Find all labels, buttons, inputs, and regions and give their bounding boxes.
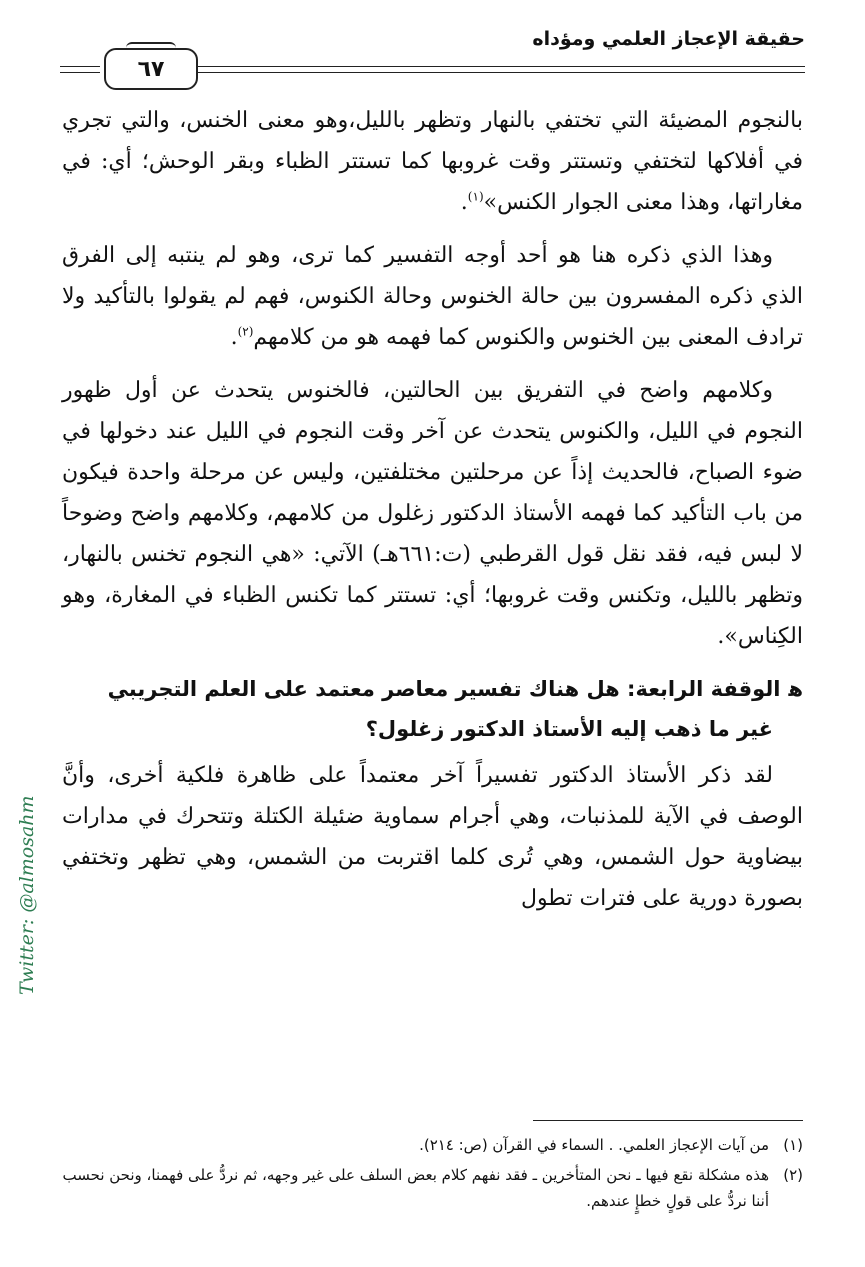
heading-bullet-icon: ﻫ	[788, 677, 803, 701]
main-text	[62, 100, 803, 931]
section-heading	[62, 669, 803, 749]
header-rule-right	[198, 66, 805, 73]
paragraph-2	[62, 235, 803, 358]
header-rule-left	[60, 66, 100, 73]
footnote-ref-2[interactable]: (٢)	[237, 324, 254, 339]
footnote-2-text: هذه مشكلة نقع فيها ـ نحن المتأخرين ـ فقد نفهم كلام بعض السلف على غير وجهه، ثم نردُّ على فهمنا، ونحن نحسب أننا نردُّ على قولٍ خطإٍ عندهم.	[62, 1166, 769, 1210]
heading-line-1: الوقفة الرابعة: هل هناك تفسير معاصر معتمد على العلم التجريبي	[107, 677, 781, 701]
footnote-1-text: من آيات الإعجاز العلمي. . السماء في القرآن (ص: ٢١٤).	[419, 1136, 769, 1154]
footnote-1-number: (١)	[783, 1136, 803, 1154]
page-number: ٦٧	[104, 48, 198, 90]
page-header	[60, 22, 805, 82]
twitter-watermark: Twitter: @almosahm	[16, 795, 38, 995]
paragraph-1-text: بالنجوم المضيئة التي تختفي بالنهار وتظهر بالليل،وهو معنى الخنس، والتي تجري في أفلاكها لتختفي وتستتر وقت غروبها كما تستتر الظباء وبقر الوحش؛ أي: في مغاراتها، وهذا معنى الجوار الكنس»	[62, 108, 803, 215]
paragraph-3: وكلامهم واضح في التفريق بين الحالتين، فالخنوس يتحدث عن أول ظهور النجوم في الليل، والكنوس يتحدث عن آخر وقت النجوم في الليل عند دخولها في ضوء الصباح، فالحديث إذاً عن مرحلتين مختلفتين، وليس عن مرحلة واحدة فيكون من باب التأكيد كما فهمه الأستاذ الدكتور زغلول من كلامهم، وكلامهم واضح وضوحاً لا لبس فيه، فقد نقل قول القرطبي (ت:٦٦١هـ) الآتي: «هي النجوم تخنس بالنهار، وتظهر بالليل، وتكنس وقت غروبها؛ أي: تستتر كما تكنس الظباء في المغارة، وهو الكِناس».	[62, 378, 803, 649]
footnote-ref-1[interactable]: (١)	[467, 189, 484, 204]
running-title: حقيقة الإعجاز العلمي ومؤداه	[532, 28, 805, 50]
paragraph-2-end: .	[230, 325, 238, 350]
paragraph-4: لقد ذكر الأستاذ الدكتور تفسيراً آخر معتمداً على ظاهرة فلكية أخرى، وأنَّ الوصف في الآية للمذنبات، وهي أجرام سماوية ضئيلة الكتلة وتتحرك في مدارات بيضاوية حول الشمس، وهي تُرى كلما اقتربت من الشمس، وهي تظهر وتختفي بصورة دورية على فترات تطول	[62, 763, 803, 911]
footnote-2	[62, 1162, 803, 1214]
footnotes	[62, 1132, 803, 1218]
paragraph-1	[62, 100, 803, 223]
footnote-divider	[533, 1120, 803, 1121]
heading-line-2: غير ما ذهب إليه الأستاذ الدكتور زغلول؟	[365, 717, 773, 741]
footnote-2-number: (٢)	[783, 1166, 803, 1184]
footnote-1	[62, 1132, 803, 1158]
paragraph-1-end: .	[460, 190, 468, 215]
paragraph-2-text: وهذا الذي ذكره هنا هو أحد أوجه التفسير كما ترى، وهو لم ينتبه إلى الفرق الذي ذكره المفسرون بين حالة الخنوس وحالة الكنوس، فهم لم يقولوا بالتأكيد ولا ترادف المعنى بين الخنوس والكنوس كما فهمه هو من كلامهم	[62, 243, 803, 350]
